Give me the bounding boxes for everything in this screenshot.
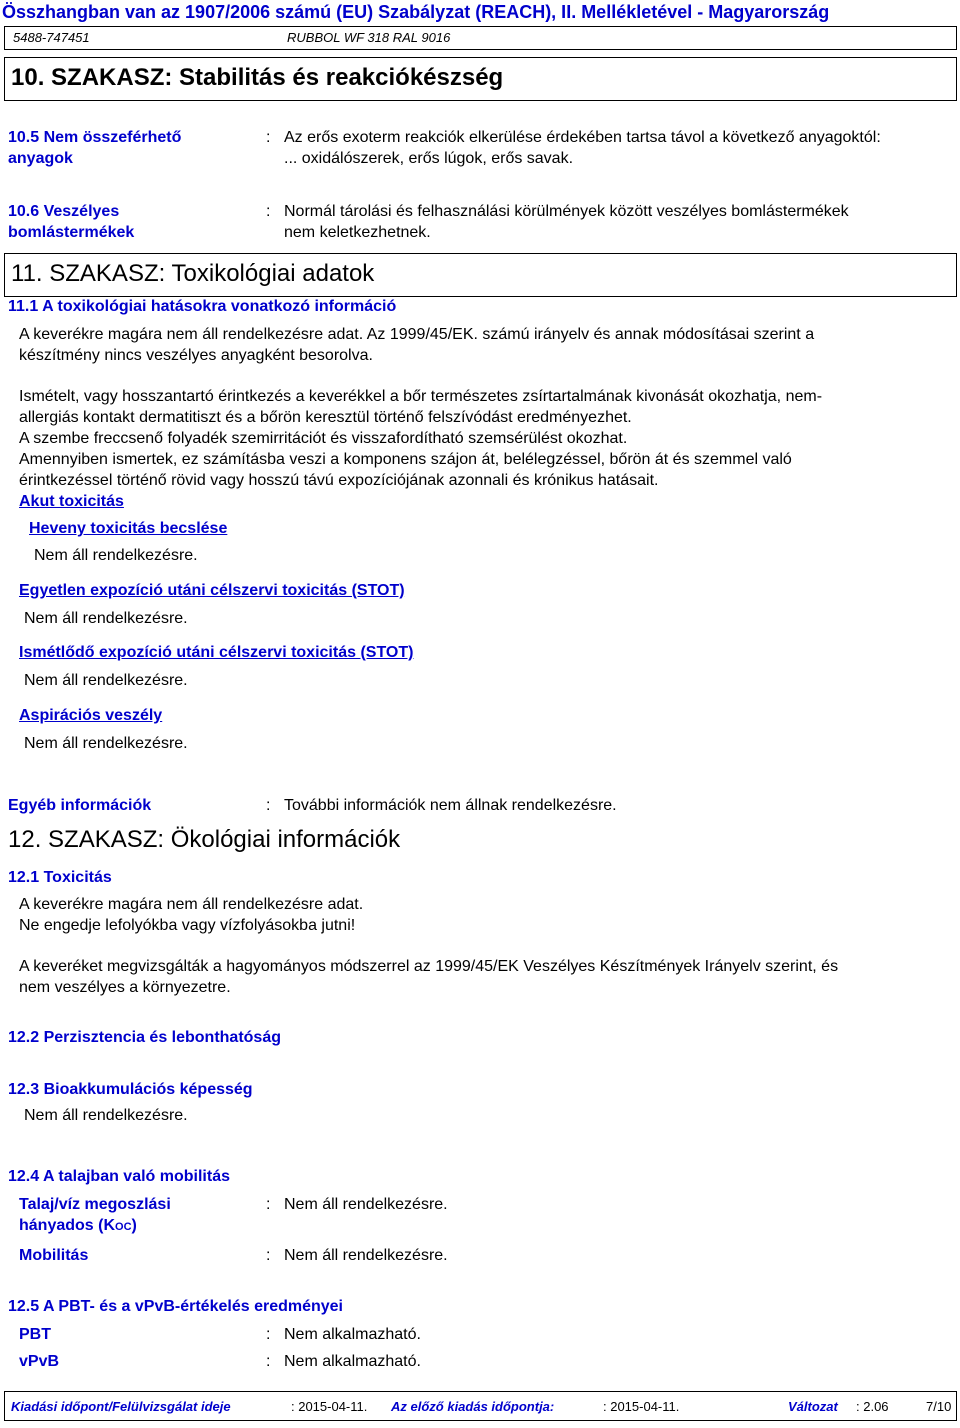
koc-label: Talaj/víz megoszlási hányados (KOC) <box>19 1196 171 1234</box>
other-info-label: Egyéb információk <box>8 797 152 814</box>
stot-single-heading: Egyetlen expozíció utáni célszervi toxicitás (STOT) <box>19 582 405 599</box>
product-header-box <box>4 26 957 50</box>
tox-paragraph-2: Ismételt, vagy hosszantartó érintkezés a keverékkel a bőr természetes zsírtartalmának kivonását okozhatja, nem- allergiás kontakt dermatitiszt és a bőrön keresztül történő felszívódást eredményezhet. A szembe freccsenő folyadék szemirritációt és visszafordítható szemsérülést okozhat. Amennyiben ismertek, ez számításba veszi a komponens szájon át, belélegzéssel, bőrön át és szemmel való érintkezéssel történő rövid vagy hosszú távú expozíciójának azonnali és krónikus hatásait. <box>19 388 823 489</box>
mobility-label: Mobilitás <box>19 1247 89 1264</box>
incompatible-materials-label: 10.5 Nem összeférhető anyagok <box>8 129 182 167</box>
decomposition-products-value: Normál tárolási és felhasználási körülmények között veszélyes bomlástermékek nem keletkezhetnek. <box>284 203 849 241</box>
toxicity-12-1-assessment: A keveréket megvizsgálták a hagyományos módszerrel az 1999/45/EK Veszélyes Készítmények Irányelv szerint, és nem veszélyes a környezetre. <box>19 958 839 996</box>
section-10-header <box>4 57 957 101</box>
colon: : <box>266 203 271 220</box>
issue-date-label: Kiadási időpont/Felülvizsgálat ideje <box>11 1399 231 1414</box>
other-info-value: További információk nem állnak rendelkezésre. <box>284 797 617 814</box>
colon: : <box>266 129 271 146</box>
mobility-value: Nem áll rendelkezésre. <box>284 1247 448 1264</box>
aspiration-value: Nem áll rendelkezésre. <box>24 735 188 752</box>
incompatible-materials-value: Az erős exoterm reakciók elkerülése érdekében tartsa távol a következő anyagoktól: ... oxidálószerek, erős lúgok, erős savak. <box>284 129 881 167</box>
colon: : <box>266 1353 271 1370</box>
footer-box <box>4 1391 957 1421</box>
koc-value: Nem áll rendelkezésre. <box>284 1196 448 1213</box>
section-10-title: 10. SZAKASZ: Stabilitás és reakciókészség <box>11 64 504 91</box>
pbt-label: PBT <box>19 1326 51 1343</box>
acute-estimate-heading: Heveny toxicitás becslése <box>29 520 228 537</box>
toxicity-12-1-heading: 12.1 Toxicitás <box>8 869 112 886</box>
soil-mobility-heading: 12.4 A talajban való mobilitás <box>8 1168 230 1185</box>
regulation-title: Összhangban van az 1907/2006 számú (EU) Szabályzat (REACH), II. Mellékletével - Magyarország <box>2 2 830 22</box>
vpvb-value: Nem alkalmazható. <box>284 1353 421 1370</box>
tox-info-heading: 11.1 A toxikológiai hatásokra vonatkozó információ <box>8 298 397 315</box>
colon: : <box>266 1326 271 1343</box>
vpvb-label: vPvB <box>19 1353 60 1370</box>
stot-repeat-value: Nem áll rendelkezésre. <box>24 672 188 689</box>
previous-date-value: : 2015-04-11. <box>603 1399 680 1414</box>
acute-toxicity-heading: Akut toxicitás <box>19 493 124 510</box>
stot-single-value: Nem áll rendelkezésre. <box>24 610 188 627</box>
section-11-title: 11. SZAKASZ: Toxikológiai adatok <box>11 260 375 287</box>
persistence-heading: 12.2 Perzisztencia és lebonthatóság <box>8 1029 281 1046</box>
tox-paragraph-1: A keverékre magára nem áll rendelkezésre adat. Az 1999/45/EK. számú irányelv és annak módosításai szerint a készítmény nincs veszélyes anyagként besorolva. <box>19 326 815 364</box>
colon: : <box>266 1196 271 1213</box>
colon: : <box>266 1247 271 1264</box>
section-12-title: 12. SZAKASZ: Ökológiai információk <box>8 826 401 853</box>
toxicity-12-1-text: A keverékre magára nem áll rendelkezésre adat. Ne engedje lefolyókba vagy vízfolyásokba jutni! <box>19 896 364 934</box>
pbt-vpvb-heading: 12.5 A PBT- és a vPvB-értékelés eredményei <box>8 1298 343 1315</box>
document-number: 5488-747451 <box>13 30 90 45</box>
colon: : <box>266 797 271 814</box>
aspiration-heading: Aspirációs veszély <box>19 707 163 724</box>
page-number: 7/10 <box>926 1399 952 1414</box>
version-label: Változat <box>788 1399 838 1414</box>
stot-repeat-heading: Ismétlődő expozíció utáni célszervi toxicitás (STOT) <box>19 644 414 661</box>
bioaccumulation-value: Nem áll rendelkezésre. <box>24 1107 188 1124</box>
bioaccumulation-heading: 12.3 Bioakkumulációs képesség <box>8 1081 253 1098</box>
decomposition-products-label: 10.6 Veszélyes bomlástermékek <box>8 203 135 241</box>
issue-date-value: : 2015-04-11. <box>291 1399 368 1414</box>
previous-date-label: Az előző kiadás időpontja: <box>391 1399 555 1414</box>
section-11-header <box>4 253 957 297</box>
version-value: : 2.06 <box>856 1399 889 1414</box>
acute-estimate-value: Nem áll rendelkezésre. <box>34 547 198 564</box>
pbt-value: Nem alkalmazható. <box>284 1326 421 1343</box>
product-name: RUBBOL WF 318 RAL 9016 <box>287 30 451 45</box>
